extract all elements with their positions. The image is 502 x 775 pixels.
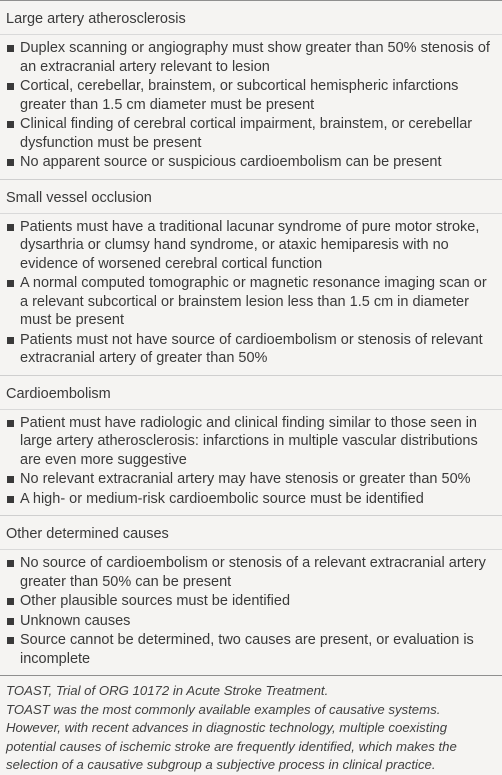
list-item: No relevant extracranial artery may have stenosis or greater than 50% [0, 470, 502, 489]
list-item: A high- or medium-risk cardioembolic source must be identified [0, 490, 502, 509]
list-item: Patients must have a traditional lacunar syndrome of pure motor stroke, dysarthria or clumsy hand syndrome, or ataxic hemiparesis with no evidence of worsened cerebral cortical function [0, 218, 502, 274]
criteria-list [0, 214, 502, 375]
section-small-vessel [0, 179, 502, 375]
list-item: No apparent source or suspicious cardioembolism can be present [0, 153, 502, 172]
explanatory-footnote: TOAST was the most commonly available examples of causative systems. However, with recent advances in diagnostic technology, multiple coexisting potential causes of ischemic stroke are frequently identified, which makes the selection of a causative subgroup a subjective process in clinical practice. [6, 701, 457, 772]
list-item: No source of cardioembolism or stenosis of a relevant extracranial artery greater than 50% can be present [0, 554, 502, 591]
section-heading: Other determined causes [0, 516, 502, 550]
list-item: Patient must have radiologic and clinical finding similar to those seen in large artery atherosclerosis: infarctions in multiple vascular distributions are even more suggestive [0, 414, 502, 470]
criteria-list [0, 410, 502, 516]
criteria-list [0, 550, 502, 675]
table-footnotes [0, 675, 502, 775]
section-heading: Large artery atherosclerosis [0, 1, 502, 35]
list-item: Other plausible sources must be identified [0, 592, 502, 611]
abbreviation-footnote: TOAST, Trial of ORG 10172 in Acute Stroke Treatment. [6, 683, 329, 698]
section-cardioembolism [0, 375, 502, 516]
section-heading: Cardioembolism [0, 376, 502, 410]
list-item: Patients must not have source of cardioembolism or stenosis of relevant extracranial artery of greater than 50% [0, 331, 502, 368]
section-heading: Small vessel occlusion [0, 180, 502, 214]
list-item: Unknown causes [0, 612, 502, 631]
criteria-list [0, 35, 502, 179]
list-item: Source cannot be determined, two causes are present, or evaluation is incomplete [0, 631, 502, 668]
section-large-artery [0, 0, 502, 179]
list-item: Duplex scanning or angiography must show greater than 50% stenosis of an extracranial artery relevant to lesion [0, 39, 502, 76]
list-item: A normal computed tomographic or magnetic resonance imaging scan or a relevant subcortical or brainstem lesion less than 1.5 cm in diameter must be present [0, 274, 502, 330]
section-other-causes [0, 515, 502, 675]
list-item: Cortical, cerebellar, brainstem, or subcortical hemispheric infarctions greater than 1.5 cm diameter must be present [0, 77, 502, 114]
list-item: Clinical finding of cerebral cortical impairment, brainstem, or cerebellar dysfunction must be present [0, 115, 502, 152]
